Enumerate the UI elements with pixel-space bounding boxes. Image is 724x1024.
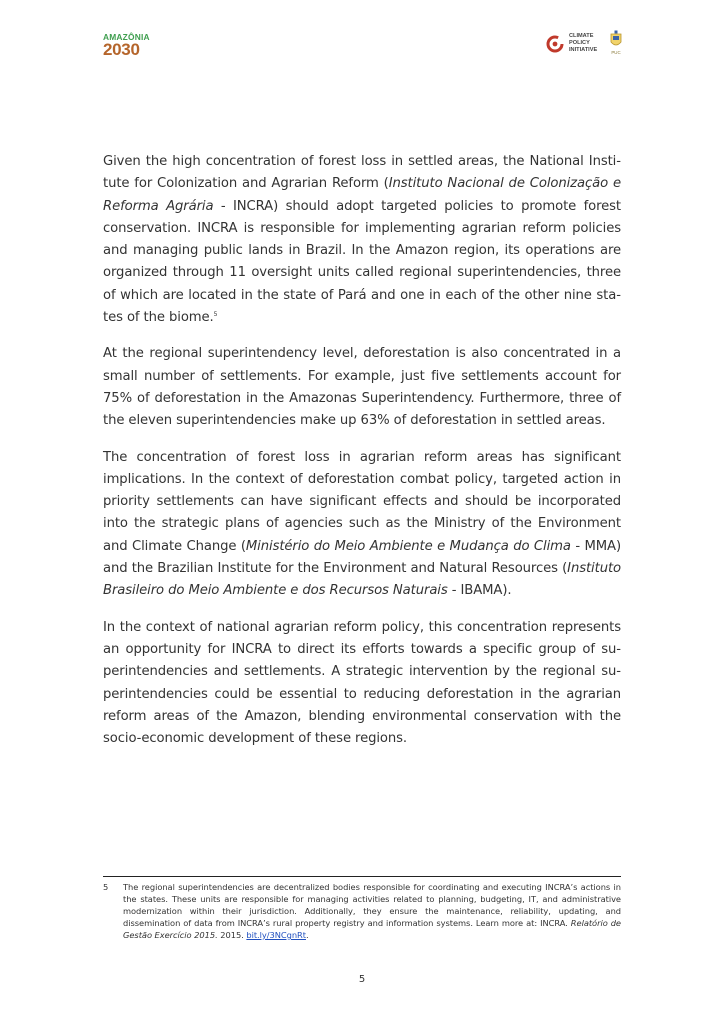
footnote-text-b: 2015. xyxy=(217,930,247,940)
p3-text-b: - MMA) and the Brazilian Institute for the Environment and Natural Resources ( xyxy=(103,538,621,577)
footnote-text-c: . xyxy=(305,930,309,940)
main-content xyxy=(103,151,621,764)
p1-italic-a: Instituto Nacional de Colonização e Reforma Agrária xyxy=(103,176,621,214)
amazonia-logo-word: AMAZÔNIA xyxy=(103,32,150,42)
footnote-row xyxy=(103,881,621,941)
cpi-logo-line-2: POLICY xyxy=(569,40,590,46)
page-header xyxy=(0,30,724,64)
cpi-logo-line-3: INITIATIVE xyxy=(569,47,598,53)
amazonia-2030-logo xyxy=(103,32,163,64)
cpi-logo-text xyxy=(569,33,597,54)
p3-italic-b: Instituto Brasileiro do Meio Ambiente e dos Recursos Naturais xyxy=(103,561,621,599)
footnote-italic-a: Relatório de Gestão Exercício 2015. xyxy=(123,918,621,940)
footnote-number: 5 xyxy=(103,882,109,892)
footnote-text-a: The regional superintendencies are decentralized bodies responsible for coordinating and executing INCRA’s actions in the states. These units are responsible for managing activities related to planning, budgeting, IT, and administrative modernization within their jurisdiction. Additionally, they ensure the maintenance, reliability, updating, and dissemination of data from INCRA’s rural property registry and information systems. Learn more at: INCRA. xyxy=(123,882,621,928)
puc-label: PUC xyxy=(611,50,621,55)
footnote-text xyxy=(123,881,621,941)
footnote-reference[interactable]: 5 xyxy=(213,311,218,319)
paragraph-3 xyxy=(103,447,621,603)
p1-text-b: - INCRA) should adopt targeted policies to promote forest conservation. INCRA is responsible for implementing agrarian reform policies and managing public lands in Brazil. In the Amazon region, its operations are organized through 11 oversight units called regional superintendencies, three of which are located in the state of Pará and one in each of the other nine states of the biome. xyxy=(103,198,621,326)
p3-text-a: The concentration of forest loss in agrarian reform areas has significant implications. In the context of deforestation combat policy, targeted action in priority settlements can have significant effects and should be incorporated into the strategic plans of agencies such as the Ministry of the Environment and Climate Change ( xyxy=(103,449,621,554)
footnote-link[interactable]: bit.ly/3NCgnRt xyxy=(246,930,306,940)
paragraph-4: In the context of national agrarian reform policy, this concentration represents an opportunity for INCRA to direct its efforts towards a specific group of superintendencies and settlements. A strategic intervention by the regional superintendencies could be essential to reducing deforestation in the agrarian reform areas of the Amazon, blending environmental conservation with the socio-economic development of these regions. xyxy=(103,619,621,747)
amazonia-logo-year: 2030 xyxy=(103,40,140,59)
p3-text-c: - IBAMA). xyxy=(447,583,512,599)
cpi-logo-line-1: CLIMATE xyxy=(569,33,594,39)
paragraph-1 xyxy=(103,151,621,329)
paragraph-2: At the regional superintendency level, deforestation is also concentrated in a small number of settlements. For example, just five settlements account for 75% of deforestation in the Amazonas Superintendency. Furthermore, three of the eleven superintendencies make up 63% of deforestation in settled areas. xyxy=(103,346,621,429)
p1-text-a: Given the high concentration of forest loss in settled areas, the National Institute for Colonization and Agrarian Reform ( xyxy=(103,154,621,192)
footnote xyxy=(103,876,621,941)
cpi-ring-icon xyxy=(545,34,565,54)
climate-policy-initiative-logo xyxy=(545,30,625,62)
p3-italic-a: Ministério do Meio Ambiente e Mudança do Clima xyxy=(245,538,571,554)
page-number: 5 xyxy=(358,974,366,985)
puc-crest-icon xyxy=(609,30,623,50)
